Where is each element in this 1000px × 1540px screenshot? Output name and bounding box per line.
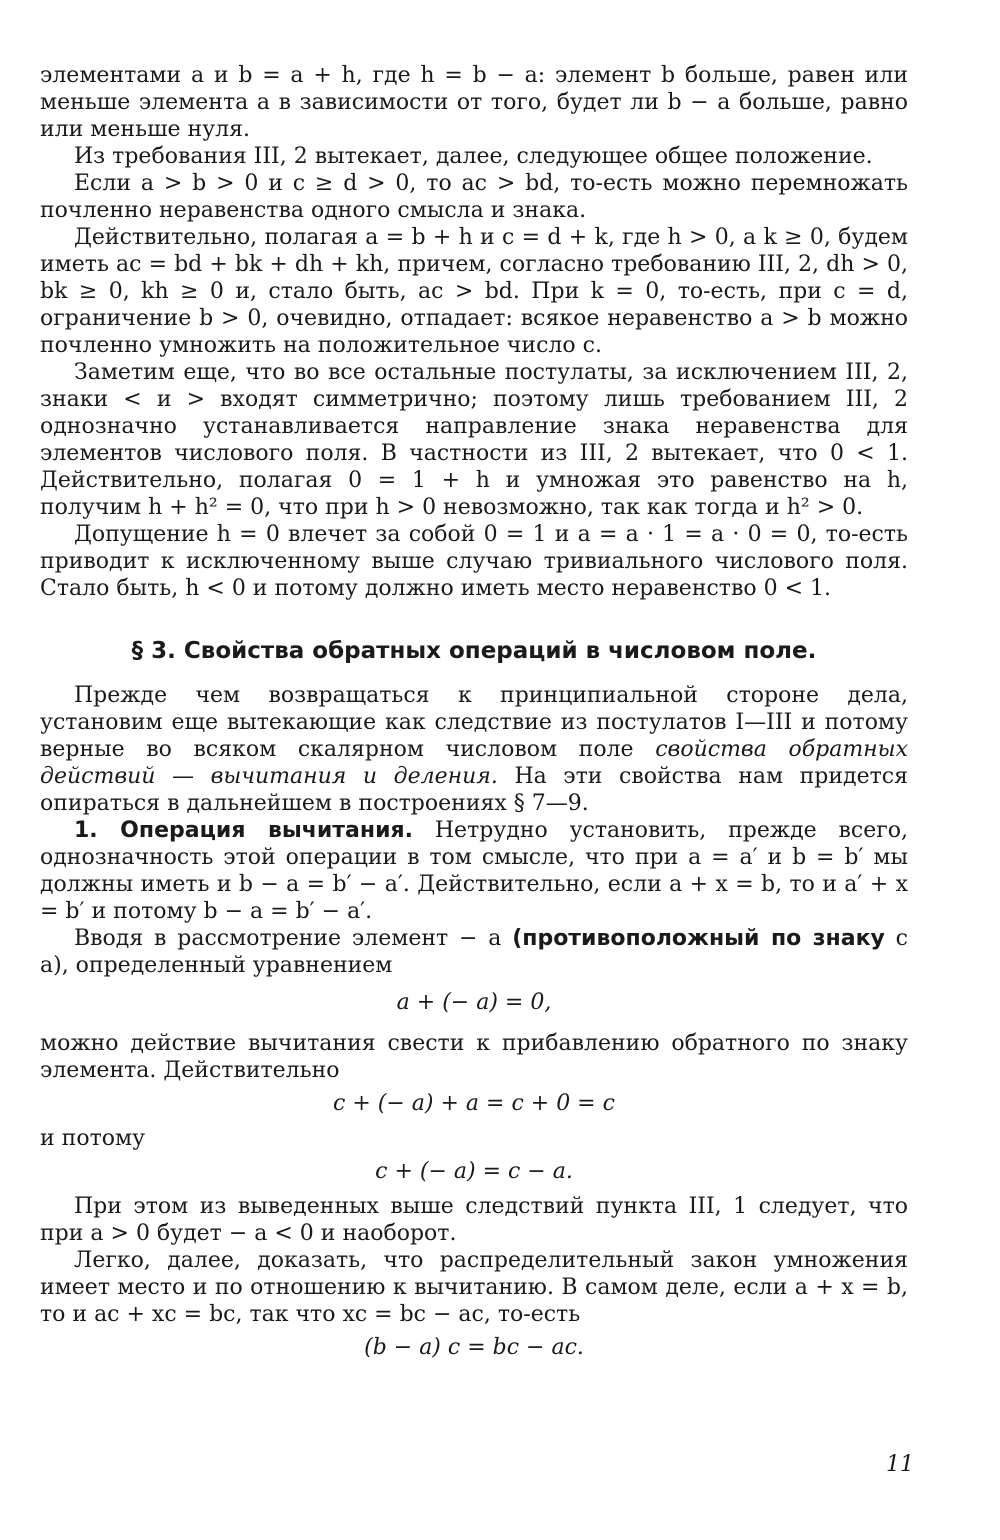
- point-1-text: Нетрудно установить, прежде всего, однозначность этой операции в том смысле, что при a = a′ и b = b′ мы должны иметь и b − a = b′ − a′. Действительно, если a + x = b, то и a′ + x = b′ и потому b − a = b′ − a′.: [40, 818, 909, 924]
- formula-subtraction: c + (− a) = c − a.: [375, 1159, 573, 1184]
- negation-text-end: с a), определенный уравнением: [40, 926, 908, 978]
- negation-bold: (противоположный по знаку: [512, 926, 885, 951]
- paragraph: элементами a и b = a + h, где h = b − a: элемент b больше, равен или меньше элемента a в зависимости от того, будет ли b − a больше, равно или меньше нуля.: [40, 63, 908, 142]
- formula-additive-inverse: a + (− a) = 0,: [396, 990, 552, 1015]
- point-1-label: 1. Операция вычитания.: [74, 818, 414, 843]
- negation-paragraph: [40, 925, 908, 979]
- paragraph: Легко, далее, доказать, что распределительный закон умножения имеет место и по отношению к вычитанию. В самом деле, если a + x = b, то и ac + xc = bc, так что xc = bc − ac, то-есть: [40, 1248, 908, 1327]
- formula-sum: c + (− a) + a = c + 0 = c: [333, 1091, 615, 1116]
- formula-distributive: (b − a) c = bc − ac.: [364, 1335, 584, 1360]
- intro-text: Прежде чем возвращаться к принципиальной стороне дела, установим еще вытекающие как следствие из постулатов I—III и потому верные во всяком скалярном числовом поле: [40, 683, 908, 762]
- intro-paragraph: [40, 682, 908, 817]
- paragraph: Допущение h = 0 влечет за собой 0 = 1 и a = a · 1 = a · 0 = 0, то-есть приводит к исключенному выше случаю тривиального числового поля. Стало быть, h < 0 и потому должно иметь место неравенство 0 < 1.: [40, 522, 908, 601]
- section-heading: § 3. Свойства обратных операций в числовом поле.: [131, 638, 817, 664]
- paragraph: Из требования III, 2 вытекает, далее, следующее общее положение.: [74, 144, 873, 169]
- paragraph: Действительно, полагая a = b + h и c = d + k, где h > 0, а k ≥ 0, будем иметь ac = bd + bk + dh + kh, причем, согласно требованию III, 2, dh > 0, bk ≥ 0, kh ≥ 0 и, стало быть, ac > bd. При k = 0, то-есть, при c = d, ограничение b > 0, очевидно, отпадает: всякое неравенство a > b можно почленно умножить на положительное число c.: [40, 225, 908, 358]
- page-body: [40, 62, 908, 1369]
- paragraph: Заметим еще, что во все остальные постулаты, за исключением III, 2, знаки < и > входят симметрично; поэтому лишь требованием III, 2 однозначно устанавливается направление знака неравенства для элементов числового поля. В частности из III, 2 вытекает, что 0 < 1. Действительно, полагая 0 = 1 + h и умножая это равенство на h, получим h + h² = 0, что при h > 0 невозможно, так как тогда и h² > 0.: [40, 360, 908, 520]
- connector-text: и потому: [40, 1126, 146, 1151]
- paragraph: При этом из выведенных выше следствий пункта III, 1 следует, что при a > 0 будет − a < 0 и наоборот.: [40, 1194, 908, 1246]
- paragraph: Если a > b > 0 и c ≥ d > 0, то ac > bd, то-есть можно перемножать почленно неравенства одного смысла и знака.: [40, 171, 908, 223]
- paragraph: можно действие вычитания свести к прибавлению обратного по знаку элемента. Действительно: [40, 1031, 908, 1083]
- page-number: 11: [886, 1452, 914, 1477]
- intro-text-end: На эти свойства нам придется опираться в дальнейшем в построениях § 7—9.: [40, 764, 908, 816]
- point-1-paragraph: [40, 817, 908, 925]
- negation-text: Вводя в рассмотрение элемент − a: [74, 926, 513, 951]
- intro-italic: свойства обратных действий — вычитания и деления.: [40, 737, 909, 789]
